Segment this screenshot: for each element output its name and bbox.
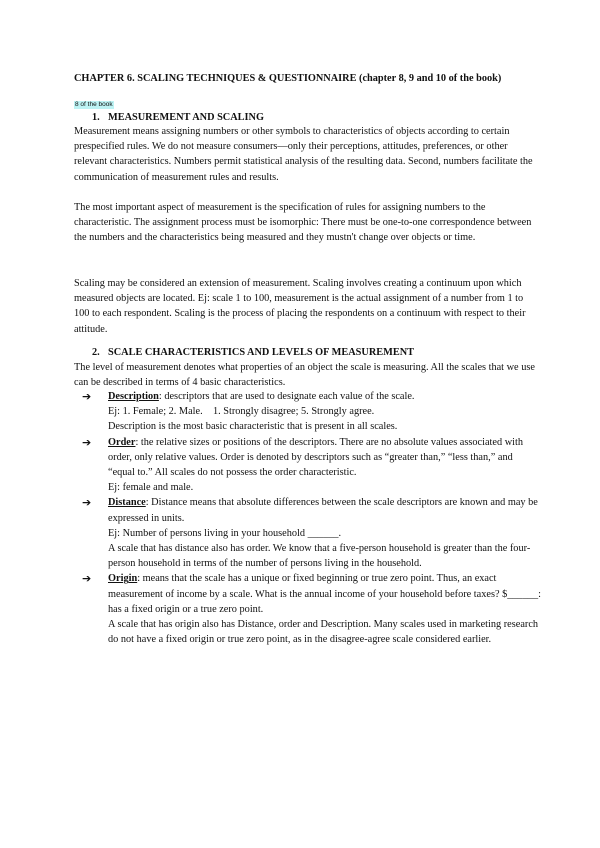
bullet-text <box>108 389 542 404</box>
section-1-number: 1. <box>92 112 100 123</box>
section-2-number: 2. <box>92 347 100 358</box>
paragraph-levels-intro: The level of measurement denotes what properties of an object the scale is measuring. All the scales that we use can be described in terms of 4 basic characteristics. <box>74 362 535 389</box>
arrow-icon: ➔ <box>82 390 92 403</box>
section-1-title: MEASUREMENT AND SCALING <box>108 112 265 123</box>
bullet-definition: : descriptors that are used to designate each value of the scale. <box>158 391 415 402</box>
bullet-definition: : Distance means that absolute differences between the scale descriptors are known and may be expressed in units. <box>108 497 538 524</box>
bullet-note: A scale that has distance also has order. We know that a five-person household is greater than the four-person household in terms of the number of persons living in the household. <box>108 543 531 570</box>
paragraph-measurement-rules: The most important aspect of measurement is the specification of rules for assigning numbers to the characteristic. The assignment process must be isomorphic: There must be one-to-one correspondence between the numbers and the characteristics being measured and they mustn't change over objects or time. <box>74 202 532 244</box>
bullet-note: A scale that has origin also has Distance, order and Description. Many scales used in marketing research do not have a fixed origin or true zero point, as in the disagree-agree scale considered earlier. <box>108 619 539 646</box>
bullet-text <box>108 435 542 481</box>
term-distance: Distance <box>108 497 146 509</box>
list-item-order <box>82 435 542 496</box>
bullet-definition: : the relative sizes or positions of the descriptors. There are no absolute values associated with order, only relative values. Order is denoted by descriptors such as “greater than,” “less than,” and “equal to.” All scales do not possess the order characteristic. <box>108 436 523 479</box>
characteristics-list <box>82 389 542 647</box>
bullet-text <box>108 495 542 525</box>
term-description: Description <box>108 391 159 402</box>
paragraph-measurement: Measurement means assigning numbers or other symbols to characteristics of objects according to certain prespecified rules. We do not measure consumers—only their perceptions, attitudes, preferences, or other relevant characteristics. Numbers permit statistical analysis of the resulting data. Second, numbers facilitate the communication of measurement rules and results. <box>74 126 533 183</box>
list-item-origin <box>82 571 542 647</box>
chapter-title: CHAPTER 6. SCALING TECHNIQUES & QUESTIONNAIRE (chapter 8, 9 and 10 of the book) <box>74 73 502 84</box>
bullet-example: Ej: Number of persons living in your household ______. <box>108 527 342 539</box>
arrow-icon: ➔ <box>82 572 92 586</box>
section-1-heading <box>92 110 264 125</box>
bullet-note: Description is the most basic characteristic that is present in all scales. <box>108 421 398 433</box>
bullet-example: Ej: 1. Female; 2. Male. 1. Strongly disagree; 5. Strongly agree. <box>108 406 375 418</box>
bullet-example: Ej: female and male. <box>108 482 194 494</box>
term-origin: Origin <box>108 573 138 585</box>
arrow-icon: ➔ <box>82 435 92 449</box>
highlighted-note: 8 of the book <box>75 101 113 108</box>
list-item-description <box>82 389 542 435</box>
bullet-definition: : means that the scale has a unique or fixed beginning or true zero point. Thus, an exact measurement of income by a scale. What is the annual income of your household before taxes? $______: has a fixed origin or a true zero point. <box>108 573 542 615</box>
term-order: Order <box>108 436 136 448</box>
arrow-icon: ➔ <box>82 496 92 510</box>
paragraph-scaling: Scaling may be considered an extension of measurement. Scaling involves creating a continuum upon which measured objects are located. Ej: scale 1 to 100, measurement is the actual assignment of a number from 1 to 100 to each respondent. Scaling is the process of placing the respondents on a continuum with respect to their attitude. <box>74 278 526 335</box>
section-2-title: SCALE CHARACTERISTICS AND LEVELS OF MEASUREMENT <box>108 347 415 358</box>
section-2-heading <box>92 345 414 360</box>
list-item-distance <box>82 495 542 571</box>
bullet-text <box>108 571 542 617</box>
